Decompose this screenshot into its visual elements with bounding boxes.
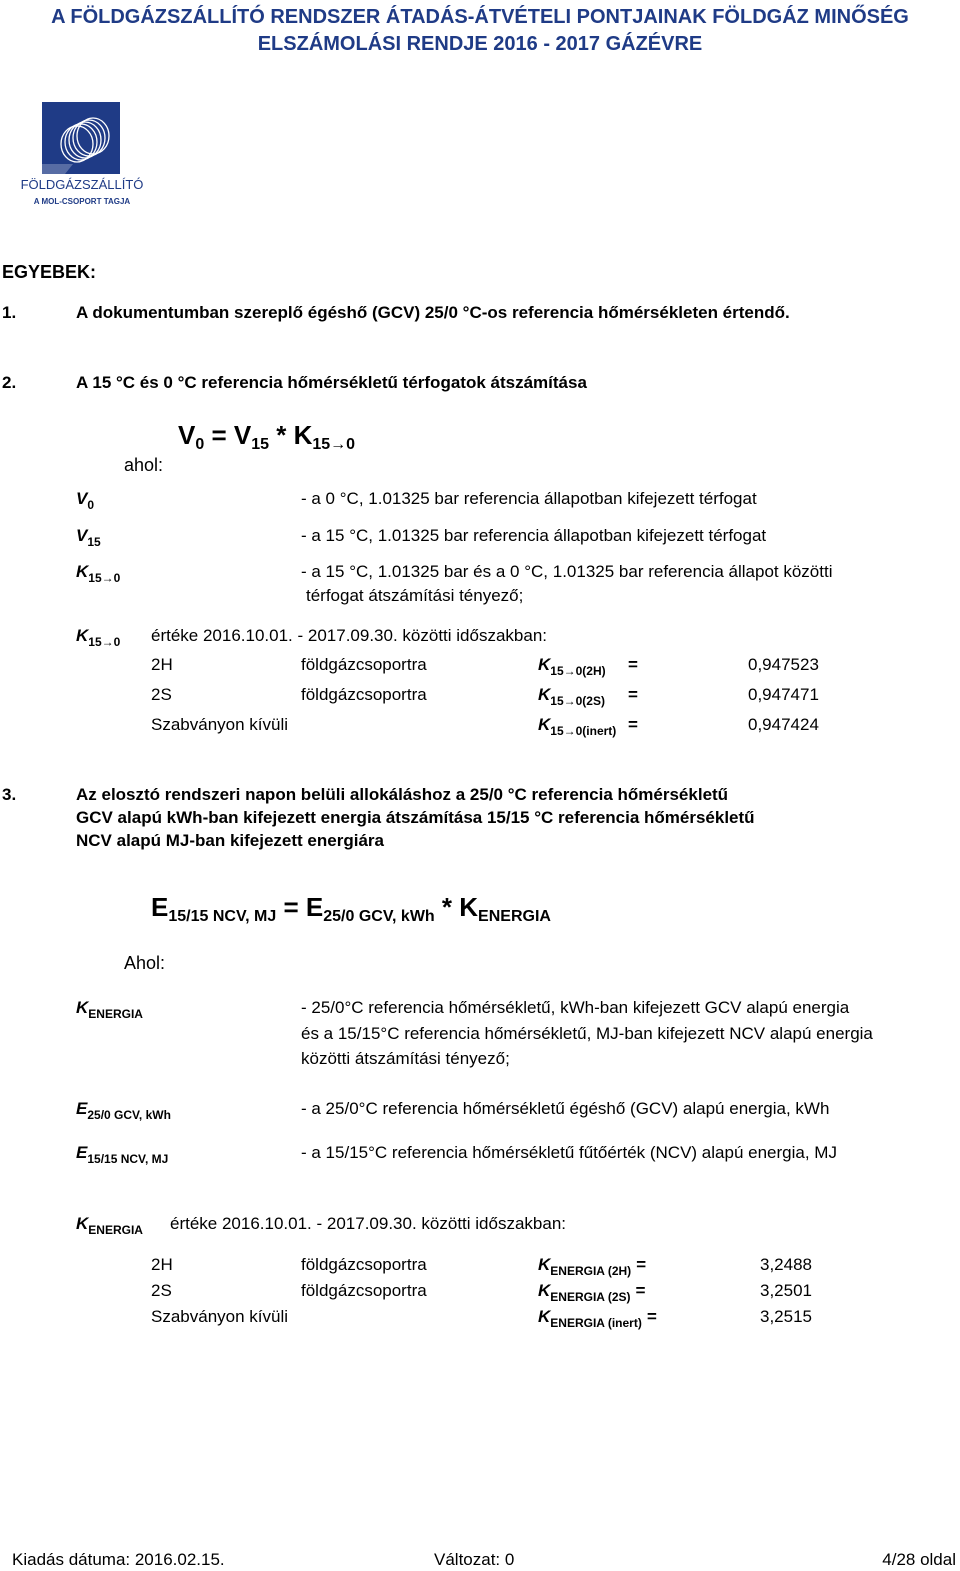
row-symbol: $K_{ENERGIA (2H)}$ =	[538, 1255, 646, 1278]
def-text-e-gcv: - a 25/0°C referencia hőmérsékletű égéshő (GCV) alapú energia, kWh	[301, 1099, 830, 1118]
def-text-v0: - a 0 °C, 1.01325 bar referencia állapotban kifejezett térfogat	[301, 489, 757, 508]
def-text-k-energia-line-3: közötti átszámítási tényező;	[301, 1049, 510, 1068]
row-equals: =	[628, 685, 638, 704]
item-1-text: A dokumentumban szereplő égéshő (GCV) 25/0 °C-os referencia hőmérsékleten értendő.	[76, 303, 790, 322]
logo-emblem-icon	[17, 102, 148, 210]
def-text-e-ncv: - a 15/15°C referencia hőmérsékletű fűtőérték (NCV) alapú energia, MJ	[301, 1143, 837, 1162]
row-group-label: földgázcsoportra	[301, 655, 427, 674]
row-value: 3,2488	[760, 1255, 812, 1274]
row-equals: =	[628, 655, 638, 674]
row-gas-group-name: Szabványon kívüli	[151, 1307, 289, 1326]
footer-issue-date: Kiadás dátuma: 2016.02.15.	[12, 1550, 225, 1569]
period-text-energy: értéke 2016.10.01. - 2017.09.30. közötti időszakban:	[170, 1214, 566, 1233]
def-text-v15: - a 15 °C, 1.01325 bar referencia állapotban kifejezett térfogat	[301, 526, 767, 545]
section-heading: EGYEBEK:	[2, 262, 97, 282]
row-gas-group-name: Szabványon kívüli	[151, 715, 289, 734]
period-symbol-k-energia: $K_{ENERGIA}$	[76, 1214, 143, 1237]
row-symbol: $K_{ENERGIA (2S)}$ =	[538, 1281, 646, 1304]
row-value: 3,2515	[760, 1307, 812, 1326]
row-value: 0,947424	[748, 715, 819, 734]
def-symbol-k15-0: $K_{15\to 0}$	[76, 562, 121, 585]
def-symbol-v15: $V_{15}$	[76, 526, 101, 549]
row-gas-group-name: 2S	[151, 685, 172, 704]
def-text-k15-0-cont: térfogat átszámítási tényező;	[306, 586, 524, 605]
row-gas-group-name: 2H	[151, 655, 173, 674]
def-symbol-e-ncv: $E_{15/15 NCV, MJ}$	[76, 1143, 169, 1166]
def-symbol-e-gcv: $E_{25/0 GCV, kWh}$	[76, 1099, 171, 1122]
logo-tagline: A MOL-CSOPORT TAGJA	[33, 197, 131, 206]
where-label-2: Ahol:	[124, 953, 166, 973]
row-symbol: $K_{15\to 0(2H)}$	[538, 655, 606, 678]
period-symbol-k15-0: $K_{15\to 0}$	[76, 626, 121, 649]
company-logo	[17, 102, 148, 210]
item-2-heading: A 15 °C és 0 °C referencia hőmérsékletű térfogatok átszámítása	[76, 373, 587, 392]
item-3-heading-line-3: NCV alapú MJ-ban kifejezett energiára	[76, 831, 384, 850]
def-text-k-energia-line-2: és a 15/15°C referencia hőmérsékletű, MJ-ban kifejezett NCV alapú energia	[301, 1024, 873, 1043]
document-title-line-2: ELSZÁMOLÁSI RENDJE 2016 - 2017 GÁZÉVRE	[257, 33, 703, 55]
period-text-volume: értéke 2016.10.01. - 2017.09.30. közötti időszakban:	[151, 626, 547, 645]
row-value: 3,2501	[760, 1281, 812, 1300]
row-value: 0,947471	[748, 685, 819, 704]
row-value: 0,947523	[748, 655, 819, 674]
def-symbol-k-energia: $K_{ENERGIA}$	[76, 998, 143, 1021]
logo-brand-name: FÖLDGÁZSZÁLLÍTÓ	[20, 177, 144, 192]
item-3-number: 3.	[2, 785, 17, 804]
energy-formula: E15/15 NCV, MJ = E25/0 GCV, kWh * KENERGIA	[151, 892, 551, 925]
def-text-k-energia-line-1: - 25/0°C referencia hőmérsékletű, kWh-ban kifejezett GCV alapú energia	[301, 998, 850, 1017]
row-symbol: $K_{15\to 0(inert)}$	[538, 715, 617, 738]
volume-formula: V0 = V15 * K15→0	[178, 420, 356, 453]
item-3-heading-line-1: Az elosztó rendszeri napon belüli allokáláshoz a 25/0 °C referencia hőmérsékletű	[76, 785, 729, 804]
def-symbol-v0: $V_0$	[76, 489, 95, 512]
where-label: ahol:	[124, 455, 164, 475]
row-symbol: $K_{15\to 0(2S)}$	[538, 685, 605, 708]
footer-version: Változat: 0	[434, 1550, 515, 1569]
row-group-label: földgázcsoportra	[301, 1255, 427, 1274]
row-symbol: $K_{ENERGIA (inert)}$ =	[538, 1307, 657, 1330]
footer-page-number: 4/28 oldal	[882, 1550, 956, 1569]
item-2-number: 2.	[2, 373, 17, 392]
def-text-k15-0: - a 15 °C, 1.01325 bar és a 0 °C, 1.01325 bar referencia állapot közötti	[301, 562, 833, 581]
document-title-line-1: A FÖLDGÁZSZÁLLÍTÓ RENDSZER ÁTADÁS-ÁTVÉTELI PONTJAINAK FÖLDGÁZ MINŐSÉG	[51, 6, 909, 28]
row-equals: =	[628, 715, 638, 734]
row-gas-group-name: 2S	[151, 1281, 172, 1300]
row-group-label: földgázcsoportra	[301, 685, 427, 704]
row-gas-group-name: 2H	[151, 1255, 173, 1274]
item-3-heading-line-2: GCV alapú kWh-ban kifejezett energia átszámítása 15/15 °C referencia hőmérsékletű	[76, 808, 755, 827]
item-1-number: 1.	[2, 303, 17, 322]
row-group-label: földgázcsoportra	[301, 1281, 427, 1300]
